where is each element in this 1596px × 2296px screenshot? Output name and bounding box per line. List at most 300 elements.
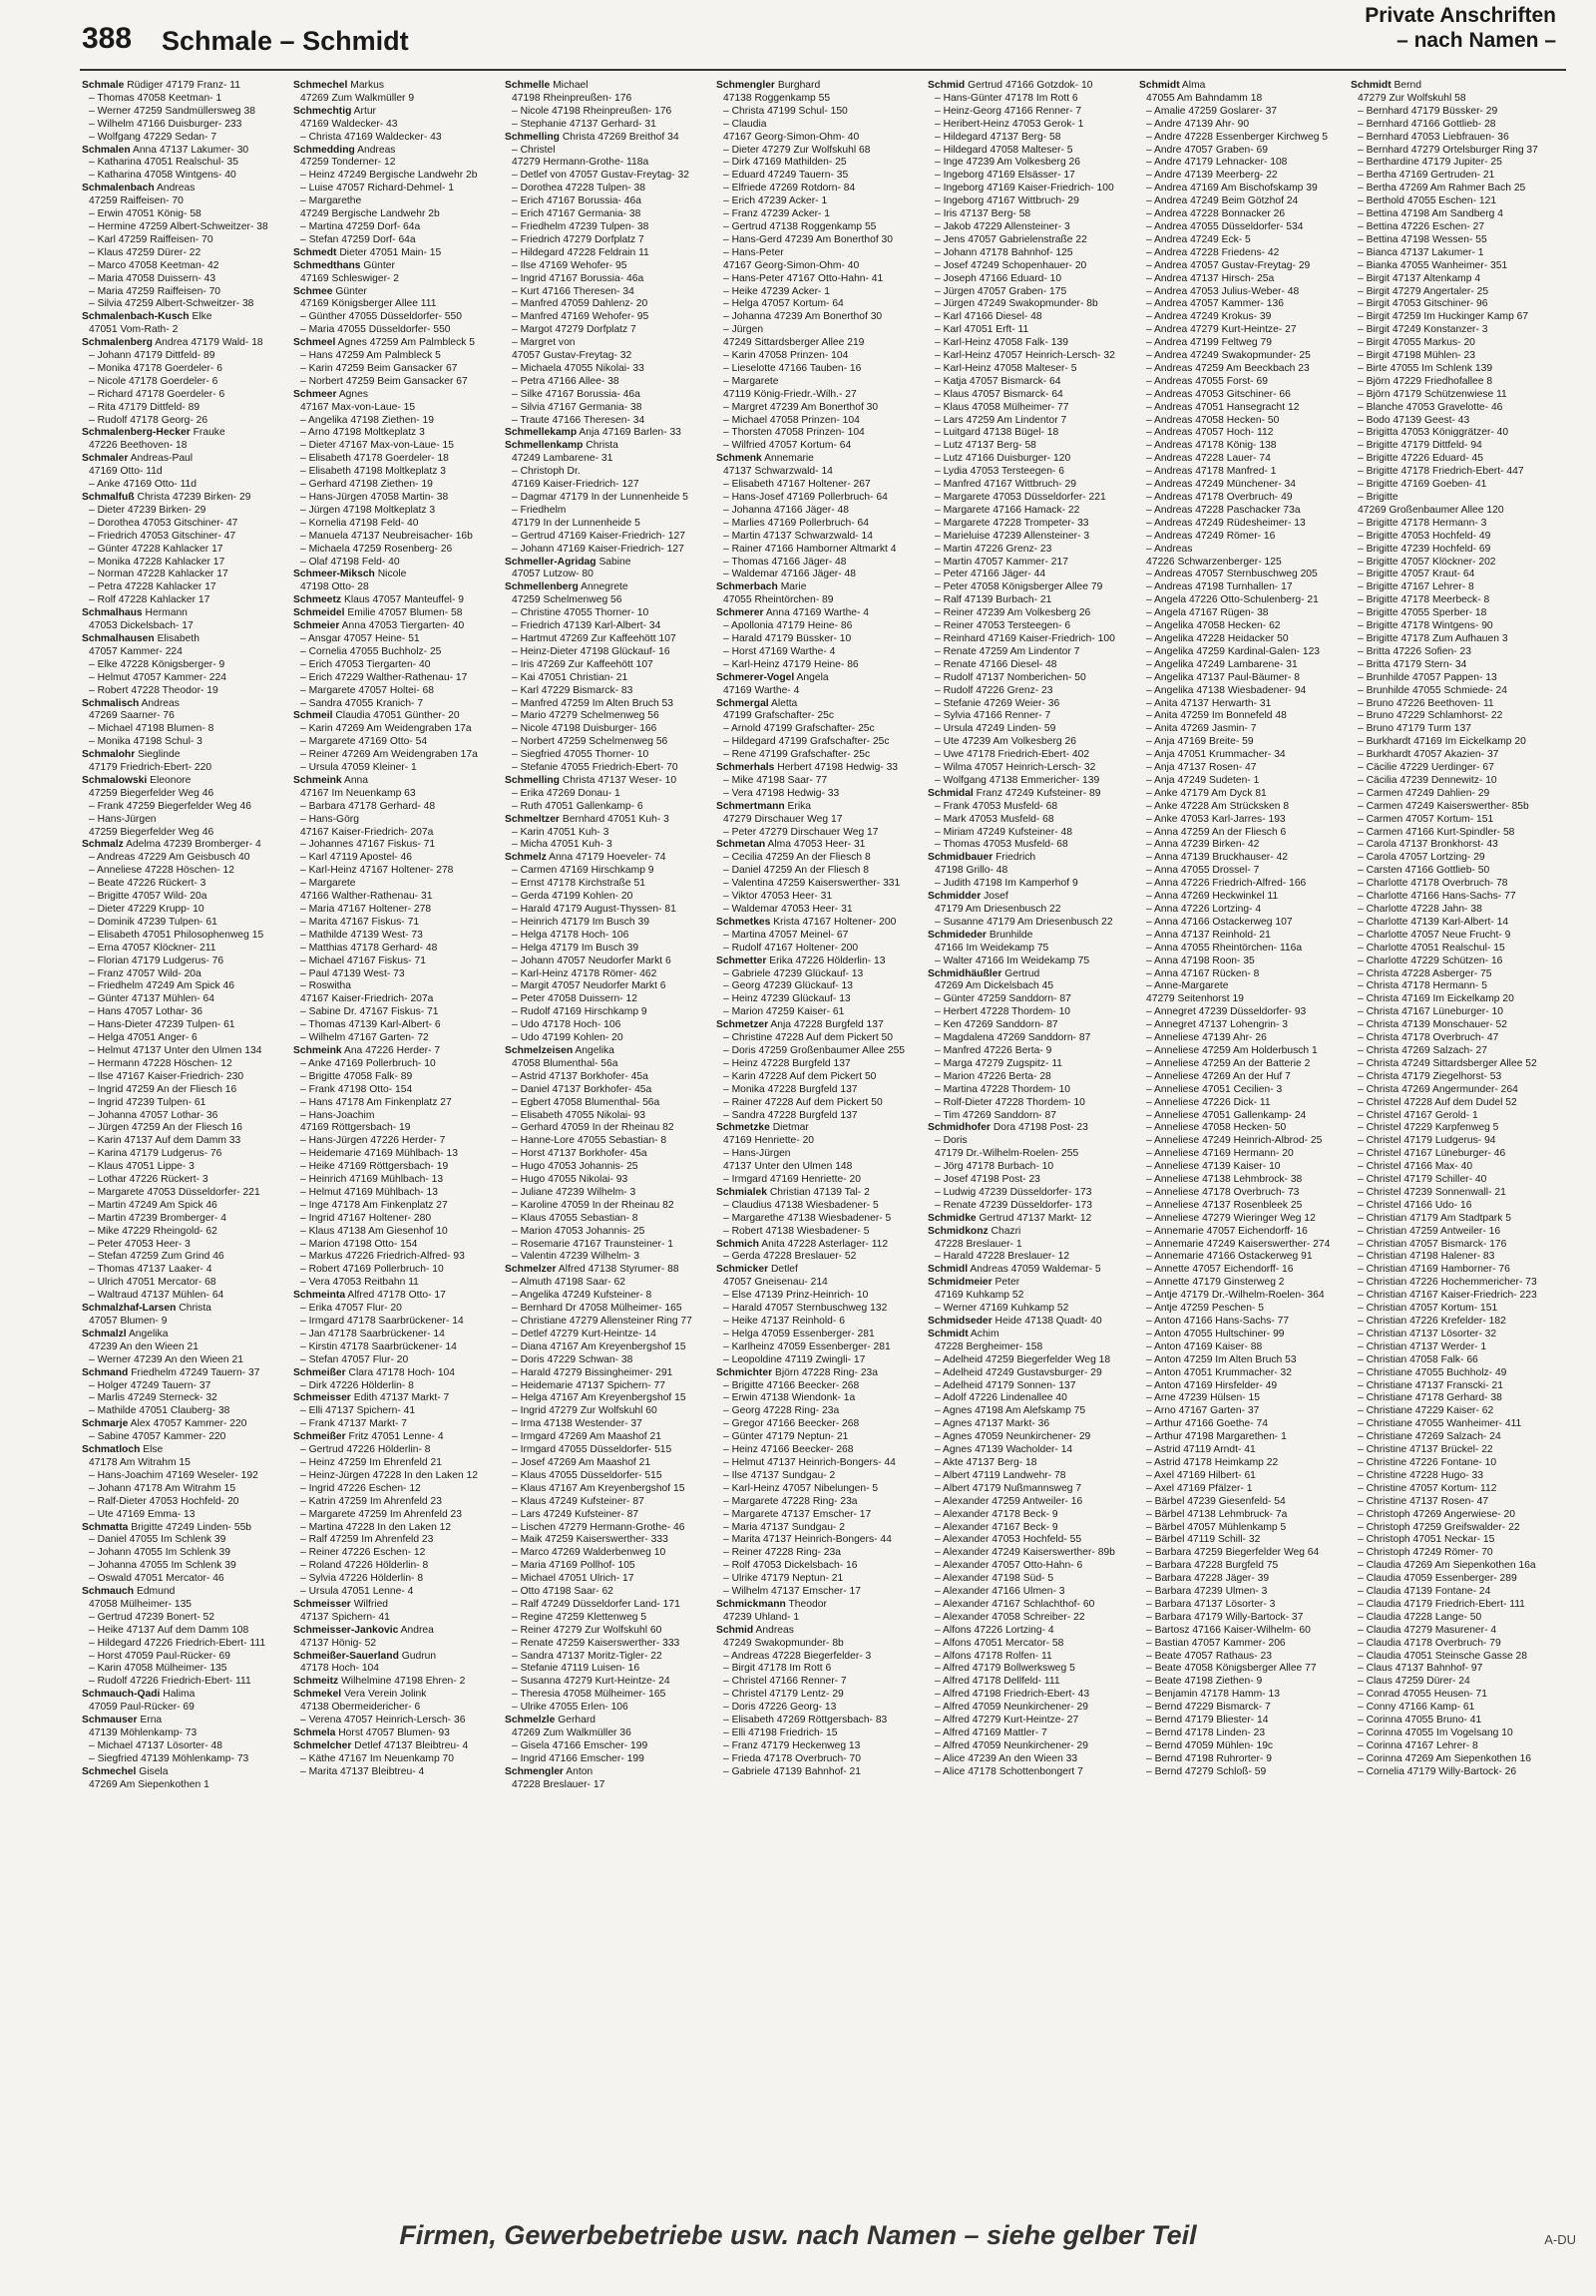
directory-entry [928, 607, 1136, 620]
entry-details: – Peter 47166 Jäger- 44 [935, 569, 1046, 580]
directory-entry [82, 1097, 290, 1110]
directory-entry [505, 1032, 713, 1045]
entry-surname: Schmekel [293, 1689, 342, 1701]
directory-entry [82, 170, 290, 183]
directory-entry [716, 466, 925, 479]
directory-entry [293, 1058, 502, 1071]
entry-details: – Gerhard 47059 In der Rheinau 82 [512, 1122, 674, 1134]
directory-entry [928, 1341, 1136, 1354]
entry-details: – Corinna 47055 Im Vogelsang 10 [1358, 1727, 1513, 1738]
directory-entry [505, 1444, 713, 1457]
entry-details: – Doris 47229 Schwan- 38 [512, 1353, 633, 1365]
entry-details: 47259 Tonderner- 12 [300, 157, 396, 169]
entry-details: – Anneliese 47051 Gallenkamp- 24 [1146, 1109, 1307, 1121]
directory-entry [928, 1161, 1136, 1174]
entry-details: – Christa 47269 Angermunder- 264 [1358, 1083, 1518, 1095]
directory-entry [505, 1612, 713, 1625]
entry-surname: Schmellenberg [505, 581, 579, 593]
directory-entry [505, 1239, 713, 1252]
directory-entry [505, 1496, 713, 1509]
directory-entry [928, 930, 1136, 943]
directory-entry [82, 93, 290, 106]
entry-details: – Christa 47169 Waldecker- 43 [300, 131, 442, 143]
directory-entry [505, 544, 713, 557]
directory-entry [1139, 427, 1348, 440]
directory-entry [1351, 968, 1559, 981]
entry-details: – Roswitha [300, 980, 351, 992]
directory-entry [716, 80, 925, 93]
entry-details: – Angela 47226 Otto-Schulenberg- 21 [1146, 594, 1319, 606]
entry-details: – Ingrid 47259 An der Fliesch 16 [89, 1083, 237, 1095]
directory-entry [928, 1651, 1136, 1664]
entry-details: – Brigitte 47055 Sperber- 18 [1358, 607, 1487, 619]
directory-entry [1351, 376, 1559, 389]
entry-details: – Axel 47169 Hilbert- 61 [1146, 1469, 1256, 1481]
entry-details: Sabine [598, 556, 631, 568]
directory-entry [928, 775, 1136, 788]
entry-details: – Andreas 47058 Hecken- 50 [1146, 414, 1280, 426]
directory-entry [82, 1303, 290, 1316]
entry-details: – Susanna 47279 Kurt-Heintze- 24 [512, 1676, 670, 1688]
entry-details: – Mike 47229 Rheingold- 62 [89, 1225, 217, 1237]
entry-details: – Thomas 47139 Karl-Albert- 6 [300, 1019, 441, 1031]
entry-details: – Hermann 47228 Höschen- 12 [89, 1057, 232, 1069]
directory-entry [1139, 1766, 1348, 1779]
entry-details: 47058 Blumenthal- 56a [512, 1057, 618, 1069]
entry-details: – Andrea 47279 Kurt-Heintze- 27 [1146, 324, 1297, 336]
entry-surname: Schmeltzer [505, 813, 560, 825]
entry-details: – Anton 47051 Krummacher- 32 [1146, 1366, 1292, 1378]
directory-entry [505, 685, 713, 698]
entry-details: Christa 47239 Birken- 29 [137, 492, 251, 503]
entry-details: – Sabine Dr. 47167 Fiskus- 71 [300, 1006, 439, 1018]
entry-details: – Björn 47229 Friedhofallee 8 [1358, 375, 1493, 387]
directory-entry [82, 1135, 290, 1148]
directory-entry [928, 1006, 1136, 1019]
entry-surname: Schmechel [293, 80, 348, 91]
entry-details: – Ingeborg 47167 Wittbruch- 29 [935, 195, 1079, 207]
entry-details: – Christa 47139 Monschauer- 52 [1358, 1019, 1507, 1031]
entry-details: – Brigitte 47179 Dittfeld- 94 [1358, 440, 1482, 452]
directory-entry [716, 247, 925, 260]
entry-details: – Cornelia 47179 Willy-Bartock- 26 [1358, 1765, 1517, 1777]
directory-entry [82, 208, 290, 221]
entry-details: – Axel 47169 Pfälzer- 1 [1146, 1482, 1253, 1494]
entry-details: – Verena 47057 Heinrich-Lersch- 36 [300, 1715, 466, 1726]
entry-details: – Mark 47053 Musfeld- 68 [935, 813, 1054, 825]
entry-details: Vera Verein Jolink [343, 1689, 427, 1701]
entry-details: – Christa 47249 Sittardsberger Allee 52 [1358, 1057, 1537, 1069]
entry-details: – Maria 47169 Pollhof- 105 [512, 1560, 635, 1572]
directory-entry [1139, 1213, 1348, 1226]
directory-entry [1351, 119, 1559, 132]
directory-entry [82, 1058, 290, 1071]
entry-details: – Amalie 47259 Goslarer- 37 [1146, 105, 1278, 117]
directory-entry [716, 1251, 925, 1264]
entry-details: – Alexander 47053 Hochfeld- 55 [935, 1534, 1082, 1546]
entry-details: – Katrin 47259 Im Ahrenfeld 23 [300, 1495, 442, 1507]
entry-details: – Bernhard 47053 Liebfrauen- 36 [1358, 131, 1509, 143]
entry-details: – Marlies 47169 Pollerbruch- 64 [723, 517, 869, 529]
directory-entry [928, 943, 1136, 956]
entry-surname: Schmelling [505, 774, 560, 786]
directory-entry [716, 723, 925, 736]
directory-entry [293, 1032, 502, 1045]
entry-details: – Anneliese 47139 Ahr- 26 [1146, 1032, 1267, 1044]
entry-details: – Marion 47226 Berta- 28 [935, 1070, 1051, 1082]
directory-entry [1351, 557, 1559, 570]
entry-details: – Alexander 47058 Schreiber- 22 [935, 1611, 1085, 1623]
entry-details: – Anneliese 47178 Overbruch- 73 [1146, 1186, 1300, 1198]
entry-details: – Corinna 47269 Am Siepenkothen 16 [1358, 1752, 1532, 1764]
directory-entry [716, 337, 925, 350]
entry-details: – Marco 47269 Walderbenweg 10 [512, 1547, 666, 1559]
directory-entry [82, 453, 290, 466]
directory-entry [928, 1483, 1136, 1496]
entry-details: – Christel 47179 Schiller- 40 [1358, 1174, 1487, 1186]
directory-entry [82, 801, 290, 814]
entry-details: – Thorsten 47058 Prinzen- 104 [723, 427, 865, 439]
directory-entry [505, 1599, 713, 1612]
entry-details: – Andreas 47249 Münchener- 34 [1146, 479, 1296, 491]
entry-details: – Agnes 47137 Markt- 36 [935, 1418, 1050, 1430]
entry-details: – Daniel 47259 An der Fliesch 8 [723, 865, 869, 877]
entry-details: Else [143, 1444, 164, 1456]
directory-entry [716, 1612, 925, 1625]
directory-entry [928, 1380, 1136, 1393]
entry-details: – Andreas 47055 Forst- 69 [1146, 375, 1268, 387]
entry-details: – Nicole 47198 Rheinpreußen- 176 [512, 105, 672, 117]
entry-details: 47226 Beethoven- 18 [89, 440, 188, 452]
entry-details: – Christa 47169 Im Eickelkamp 20 [1358, 993, 1514, 1005]
entry-details: Dora 47198 Post- 23 [993, 1122, 1088, 1134]
directory-entry [928, 363, 1136, 376]
entry-details: – Sandra 47137 Moritz-Tigler- 22 [512, 1650, 662, 1662]
entry-details: – Rene 47199 Grafschafter- 25c [723, 749, 871, 761]
directory-entry [716, 1573, 925, 1586]
entry-details: 47198 Grillo- 48 [935, 865, 1008, 877]
entry-details: – Angelika 47228 Heidacker 50 [1146, 632, 1289, 644]
entry-details: – Anke 47053 Karl-Jarres- 193 [1146, 813, 1286, 825]
directory-entry [293, 1354, 502, 1367]
entry-details: – Brigitte 47239 Hochfeld- 69 [1358, 543, 1491, 555]
directory-entry [928, 1187, 1136, 1200]
entry-details: – Christine 47226 Fontane- 10 [1358, 1456, 1497, 1468]
directory-entry [1351, 453, 1559, 466]
directory-entry [1139, 286, 1348, 299]
directory-entry [1139, 1676, 1348, 1689]
entry-details: Andreas [755, 1624, 794, 1636]
directory-entry [1351, 1226, 1559, 1239]
directory-entry [1139, 788, 1348, 801]
entry-details: – Helmut 47057 Kammer- 224 [89, 671, 226, 683]
directory-entry [1351, 1740, 1559, 1753]
entry-details: – Agnes 47139 Wacholder- 14 [935, 1444, 1073, 1456]
directory-entry [1139, 710, 1348, 723]
directory-entry [928, 1599, 1136, 1612]
entry-details: – Carmen 47249 Kaiserswerther- 85b [1358, 800, 1529, 812]
directory-entry [293, 1676, 502, 1689]
entry-details: – Charlotte 47178 Overbruch- 78 [1358, 878, 1508, 890]
entry-details: – Hans-Joachim 47169 Weseler- 192 [89, 1469, 258, 1481]
entry-details: 47137 Unter den Ulmen 148 [723, 1161, 853, 1173]
entry-details: 47269 Zum Walkmüller 36 [512, 1727, 631, 1738]
directory-entry [1351, 852, 1559, 865]
directory-entry [1351, 698, 1559, 711]
directory-entry [928, 736, 1136, 749]
entry-details: – Rolf-Dieter 47228 Thordem- 10 [935, 1096, 1085, 1108]
directory-entry [293, 633, 502, 646]
entry-details: – Peter 47053 Heer- 3 [89, 1238, 191, 1250]
entry-details: – Erich 47239 Acker- 1 [723, 195, 828, 207]
entry-details: – Christian 47226 Hochemmericher- 73 [1358, 1277, 1537, 1289]
entry-details: – Elisabeth 47269 Röttgersbach- 83 [723, 1715, 888, 1726]
directory-entry [82, 1174, 290, 1187]
entry-details: – Claus 47137 Bahnhof- 97 [1358, 1663, 1483, 1675]
entry-details: 47269 Saarner- 76 [89, 710, 175, 722]
directory-entry [293, 1534, 502, 1547]
directory-entry [1351, 620, 1559, 633]
entry-surname: Schmideder [928, 929, 987, 941]
directory-entry [716, 1058, 925, 1071]
directory-entry [505, 1161, 713, 1174]
entry-details: Friedhelm 47249 Tauern- 37 [131, 1366, 260, 1378]
entry-details: – Margarete 47228 Trompeter- 33 [935, 517, 1089, 529]
directory-entry [505, 569, 713, 581]
entry-details: – Andreas 47057 Sternbuschweg 205 [1146, 569, 1318, 580]
entry-details: – Peter 47058 Königsberger Allee 79 [935, 581, 1103, 593]
entry-details: Agnes 47259 Am Palmbleck 5 [337, 337, 476, 349]
directory-entry [293, 1547, 502, 1560]
directory-entry [1351, 221, 1559, 234]
entry-details: – Elisabeth 47051 Philosophenweg 15 [89, 929, 264, 941]
directory-entry [505, 1638, 713, 1651]
entry-details: – Bernhard 47179 Büssker- 29 [1358, 105, 1498, 117]
directory-entry [716, 234, 925, 247]
directory-entry [82, 1470, 290, 1483]
directory-entry [928, 980, 1136, 993]
entry-details: – Christel 47166 Renner- 7 [723, 1676, 847, 1688]
directory-entry [928, 557, 1136, 570]
directory-entry [1139, 1303, 1348, 1316]
entry-details: Bernhard 47051 Kuh- 3 [562, 813, 669, 825]
directory-entry [1139, 569, 1348, 581]
directory-entry [1139, 917, 1348, 930]
directory-entry [82, 479, 290, 492]
entry-details: – Brigitte 47226 Eduard- 45 [1358, 453, 1483, 465]
entry-details: – Ulrike 47179 Neptun- 21 [723, 1573, 844, 1585]
directory-entry [293, 273, 502, 286]
directory-entry [293, 569, 502, 581]
directory-entry [1351, 170, 1559, 183]
directory-entry [928, 505, 1136, 518]
entry-details: – Heinz-Dieter 47198 Glückauf- 16 [512, 645, 670, 657]
directory-entry [716, 594, 925, 607]
entry-details: – Ansgar 47057 Heine- 51 [300, 632, 420, 644]
entry-details: 47249 Lambarene- 31 [512, 453, 613, 465]
directory-entry [505, 286, 713, 299]
entry-surname: Schmeisser [293, 1598, 351, 1610]
entry-details: – Anna 47055 Rheintörchen- 116a [1146, 942, 1303, 954]
entry-details: – Klaus 47051 Lippe- 3 [89, 1161, 195, 1173]
directory-entry [505, 1303, 713, 1316]
directory-entry [82, 557, 290, 570]
directory-entry [716, 1135, 925, 1148]
entry-details: – Christel [512, 144, 556, 156]
entry-details: 47179 Dr.-Wilhelm-Roelen- 255 [935, 1148, 1079, 1160]
directory-entry [82, 1226, 290, 1239]
entry-details: – Rudolf 47226 Grenz- 23 [935, 684, 1053, 696]
entry-details: – Christel 47166 Udo- 16 [1358, 1199, 1472, 1211]
entry-surname: Schmenk [716, 453, 762, 465]
entry-details: – Regine 47259 Klettenweg 5 [512, 1611, 647, 1623]
directory-entry [1139, 1354, 1348, 1367]
entry-details: – Jürgen [723, 324, 764, 336]
directory-entry [505, 852, 713, 865]
entry-details: Annegrete [581, 581, 628, 593]
entry-details: – Richard 47178 Goerdeler- 6 [89, 388, 225, 400]
directory-entry [505, 1251, 713, 1264]
directory-entry [1139, 1444, 1348, 1457]
directory-entry [293, 453, 502, 466]
directory-entry [82, 1612, 290, 1625]
entry-details: 47138 Roggenkamp 55 [723, 92, 831, 104]
directory-entry [1351, 1341, 1559, 1354]
directory-entry [928, 1354, 1136, 1367]
entry-details: – Claudia [723, 118, 767, 130]
entry-details: – Anna 47198 Roon- 35 [1146, 955, 1255, 966]
entry-details: – Luitgard 47138 Bügel- 18 [935, 427, 1059, 439]
directory-entry [293, 852, 502, 865]
entry-details: Fritz 47051 Lenne- 4 [348, 1431, 444, 1443]
directory-entry [928, 1586, 1136, 1599]
directory-entry [505, 698, 713, 711]
entry-details: 47169 Waldecker- 43 [300, 118, 398, 130]
entry-details: – Elli 47198 Friedrich- 15 [723, 1727, 838, 1738]
entry-details: – Tim 47269 Sanddorn- 87 [935, 1109, 1056, 1121]
entry-surname: Schmidbauer [928, 852, 994, 864]
directory-entry [716, 119, 925, 132]
directory-entry [1139, 1019, 1348, 1032]
entry-details: – Rudolf 47167 Holtener- 200 [723, 942, 859, 954]
entry-details: – Petra 47228 Kahlacker 17 [89, 581, 216, 593]
directory-entry [928, 1431, 1136, 1444]
entry-details: – Friedhelm 47239 Tulpen- 38 [512, 220, 649, 232]
entry-details: Herbert 47198 Hedwig- 33 [777, 762, 899, 774]
entry-details: – Erwin 47138 Wiendonk- 1a [723, 1392, 856, 1404]
entry-details: – Rolf 47053 Dickelsbach- 16 [723, 1560, 858, 1572]
entry-details: – Anton 47259 Im Alten Bruch 53 [1146, 1353, 1297, 1365]
directory-entry [82, 1547, 290, 1560]
directory-entry [928, 1418, 1136, 1431]
entry-surname: Schmeink [293, 774, 342, 786]
directory-entry [1351, 1470, 1559, 1483]
entry-details: 47259 Raiffeisen- 70 [89, 195, 184, 207]
entry-surname: Schmergal [716, 697, 769, 709]
directory-entry [293, 1599, 502, 1612]
entry-details: – Margarete 47057 Holtei- 68 [300, 684, 434, 696]
directory-entry [716, 183, 925, 195]
entry-details: – Andreas 47178 Manfred- 1 [1146, 466, 1277, 478]
entry-details: Angelika [128, 1328, 169, 1339]
directory-entry [82, 273, 290, 286]
entry-details: – Mario 47279 Schelmenweg 56 [512, 710, 659, 722]
entry-details: – Heike 47169 Röttgersbach- 19 [300, 1161, 449, 1173]
entry-details: – Anton 47169 Kaiser- 88 [1146, 1340, 1263, 1352]
entry-details: 47057 Blumen- 9 [89, 1316, 168, 1327]
entry-details: – Katharina 47058 Wintgens- 40 [89, 170, 236, 182]
directory-entry [505, 311, 713, 324]
directory-entry [82, 106, 290, 119]
directory-entry [1139, 1509, 1348, 1522]
entry-details: – Thomas 47166 Jäger- 48 [723, 556, 847, 568]
directory-entry [1139, 878, 1348, 891]
entry-details: Wilhelmine 47198 Ehren- 2 [341, 1676, 466, 1688]
entry-details: – Christian 47137 Lösorter- 32 [1358, 1328, 1497, 1339]
directory-entry [82, 839, 290, 852]
entry-details: Anja 47169 Barlen- 33 [579, 427, 681, 439]
directory-entry [505, 1277, 713, 1290]
entry-details: – Thomas 47058 Keetman- 1 [89, 92, 222, 104]
directory-entry [928, 1226, 1136, 1239]
directory-entry [293, 1392, 502, 1405]
directory-entry [716, 93, 925, 106]
directory-entry [293, 749, 502, 762]
entry-surname: Schmand [82, 1366, 129, 1378]
entry-details: 47279 Hermann-Grothe- 118a [512, 157, 649, 169]
entry-details: – Christian 47057 Bismarck- 176 [1358, 1238, 1507, 1250]
directory-entry [716, 1019, 925, 1032]
entry-details: – Inge 47178 Am Finkenplatz 27 [300, 1199, 448, 1211]
entry-surname: Schmidhofer [928, 1122, 991, 1134]
entry-details: – Anne-Margarete [1146, 980, 1229, 992]
directory-entry [1139, 1148, 1348, 1161]
directory-entry [716, 1740, 925, 1753]
directory-entry [928, 453, 1136, 466]
entry-details: 47269 Zum Walkmüller 9 [300, 92, 415, 104]
entry-details: Hermann [145, 607, 188, 619]
directory-entry [293, 544, 502, 557]
entry-details: – Bärbel 47138 Lehmbruck- 7a [1146, 1508, 1288, 1520]
entry-details: – Gertrud 47239 Bonert- 52 [89, 1611, 214, 1623]
directory-entry [82, 1753, 290, 1766]
entry-details: – Bernd 47179 Bliester- 14 [1146, 1715, 1269, 1726]
entry-details: – Carsten 47166 Gottlieb- 50 [1358, 865, 1490, 877]
directory-entry [928, 1200, 1136, 1213]
entry-details: – Anneliese 47058 Hecken- 50 [1146, 1122, 1287, 1134]
entry-details: 47169 Henriette- 20 [723, 1135, 815, 1147]
directory-entry [716, 1651, 925, 1664]
entry-details: – Alfred 47198 Friedrich-Ebert- 43 [935, 1689, 1090, 1701]
entry-details: – Harald 47179 August-Thyssen- 81 [512, 904, 676, 915]
directory-entry [716, 1625, 925, 1638]
entry-details: – Martina 47228 In den Laken 12 [300, 1521, 452, 1533]
directory-entry [1139, 968, 1348, 981]
directory-entry [1139, 132, 1348, 145]
entry-details: Björn 47228 Ring- 23a [774, 1366, 879, 1378]
entry-details: Gisela [139, 1765, 169, 1777]
entry-details: – Juliane 47239 Wilhelm- 3 [512, 1186, 636, 1198]
entry-details: – Anneliese 47259 An der Batterie 2 [1146, 1057, 1311, 1069]
directory-entry [82, 221, 290, 234]
directory-entry [1139, 1534, 1348, 1547]
directory-entry [82, 119, 290, 132]
entry-details: – Christiane 47055 Buchholz- 49 [1358, 1366, 1507, 1378]
directory-entry [293, 878, 502, 891]
entry-details: – Diana 47167 Am Kreyenbergshof 15 [512, 1340, 686, 1352]
entry-details: – Norbert 47259 Beim Gansacker 67 [300, 375, 468, 387]
directory-entry [716, 1483, 925, 1496]
